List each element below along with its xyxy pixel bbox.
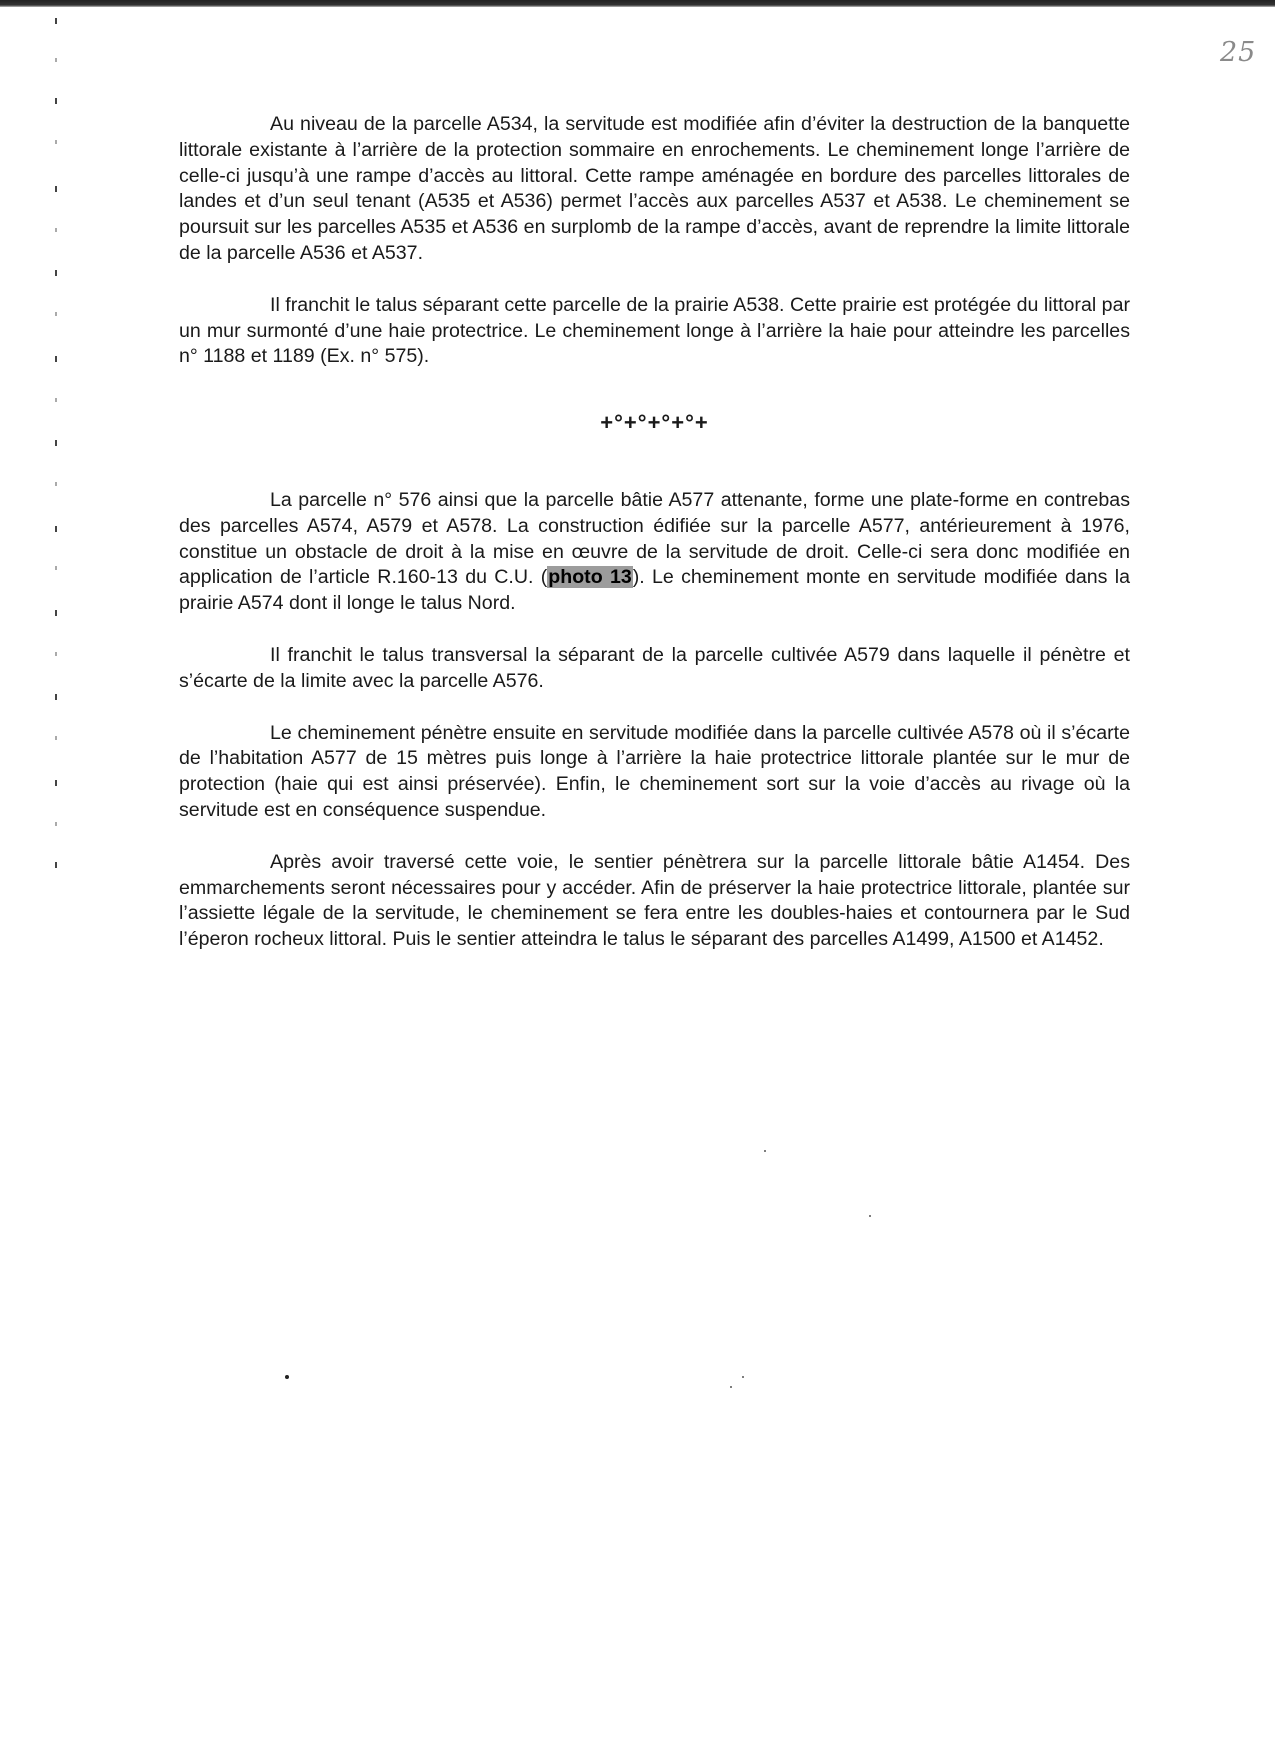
photo-reference-highlight: photo 13 xyxy=(548,566,632,589)
paragraph: Le cheminement pénètre ensuite en servitude modifiée dans la parcelle cultivée A578 où il s’écarte de l’habitation A577 de 15 mètres puis longe à l’arrière la haie protectrice littorale plantée sur le mur de protection (haie qui est ainsi préservée). Enfin, le cheminement sort sur la voie d’accès au rivage où la servitude est en conséquence suspendue. xyxy=(179,721,1130,821)
binding-marks xyxy=(52,0,62,900)
paragraph: Après avoir traversé cette voie, le sentier pénètrera sur la parcelle littorale bâtie A1454. Des emmarchements seront nécessaires pour y accéder. Afin de préserver la haie protectrice littorale, plantée sur l’assiette légale de la servitude, le cheminement se fera entre les doubles-haies et contournera par le Sud l’éperon rocheux littoral. Puis le sentier atteindra le talus le séparant des parcelles A1499, A1500 et A1452. xyxy=(179,850,1130,951)
paragraph-text: ). Le cheminement monte en servitude modifiée dans la prairie A574 dont il longe le talus Nord. xyxy=(179,566,1130,615)
document-body xyxy=(179,112,1130,979)
page-number: 25 xyxy=(1220,37,1257,68)
section-separator: +°+°+°+°+ xyxy=(600,410,709,436)
paragraph-with-photo-reference xyxy=(179,488,1130,617)
scan-border xyxy=(0,0,1275,7)
paragraph-text: La parcelle n° 576 ainsi que la parcelle bâtie A577 attenante, forme une plate-forme en contrebas des parcelles A574, A579 et A578. La construction édifiée sur la parcelle A577, antérieurement à 1976, constitue un obstacle de droit à la mise en œuvre de la servitude de droit. Celle-ci sera donc modifiée en application de l’article R.160-13 du C.U. ( xyxy=(179,488,1130,589)
paragraph: Au niveau de la parcelle A534, la servitude est modifiée afin d’éviter la destruction de la banquette littorale existante à l’arrière de la protection sommaire en enrochements. Le cheminement longe l’arrière de celle-ci jusqu’à une rampe d’accès au littoral. Cette rampe aménagée en bordure des parcelles littorales de landes et d’un seul tenant (A535 et A536) permet l’accès aux parcelles A537 et A538. Le cheminement se poursuit sur les parcelles A535 et A536 en surplomb de la rampe d’accès, avant de reprendre la limite littorale de la parcelle A536 et A537. xyxy=(179,113,1130,264)
paragraph: Il franchit le talus séparant cette parcelle de la prairie A538. Cette prairie est protégée du littoral par un mur surmonté d’une haie protectrice. Le cheminement longe à l’arrière la haie pour atteindre les parcelles n° 1188 et 1189 (Ex. n° 575). xyxy=(179,293,1130,368)
paragraph: Il franchit le talus transversal la séparant de la parcelle cultivée A579 dans laquelle il pénètre et s’écarte de la limite avec la parcelle A576. xyxy=(179,643,1130,692)
